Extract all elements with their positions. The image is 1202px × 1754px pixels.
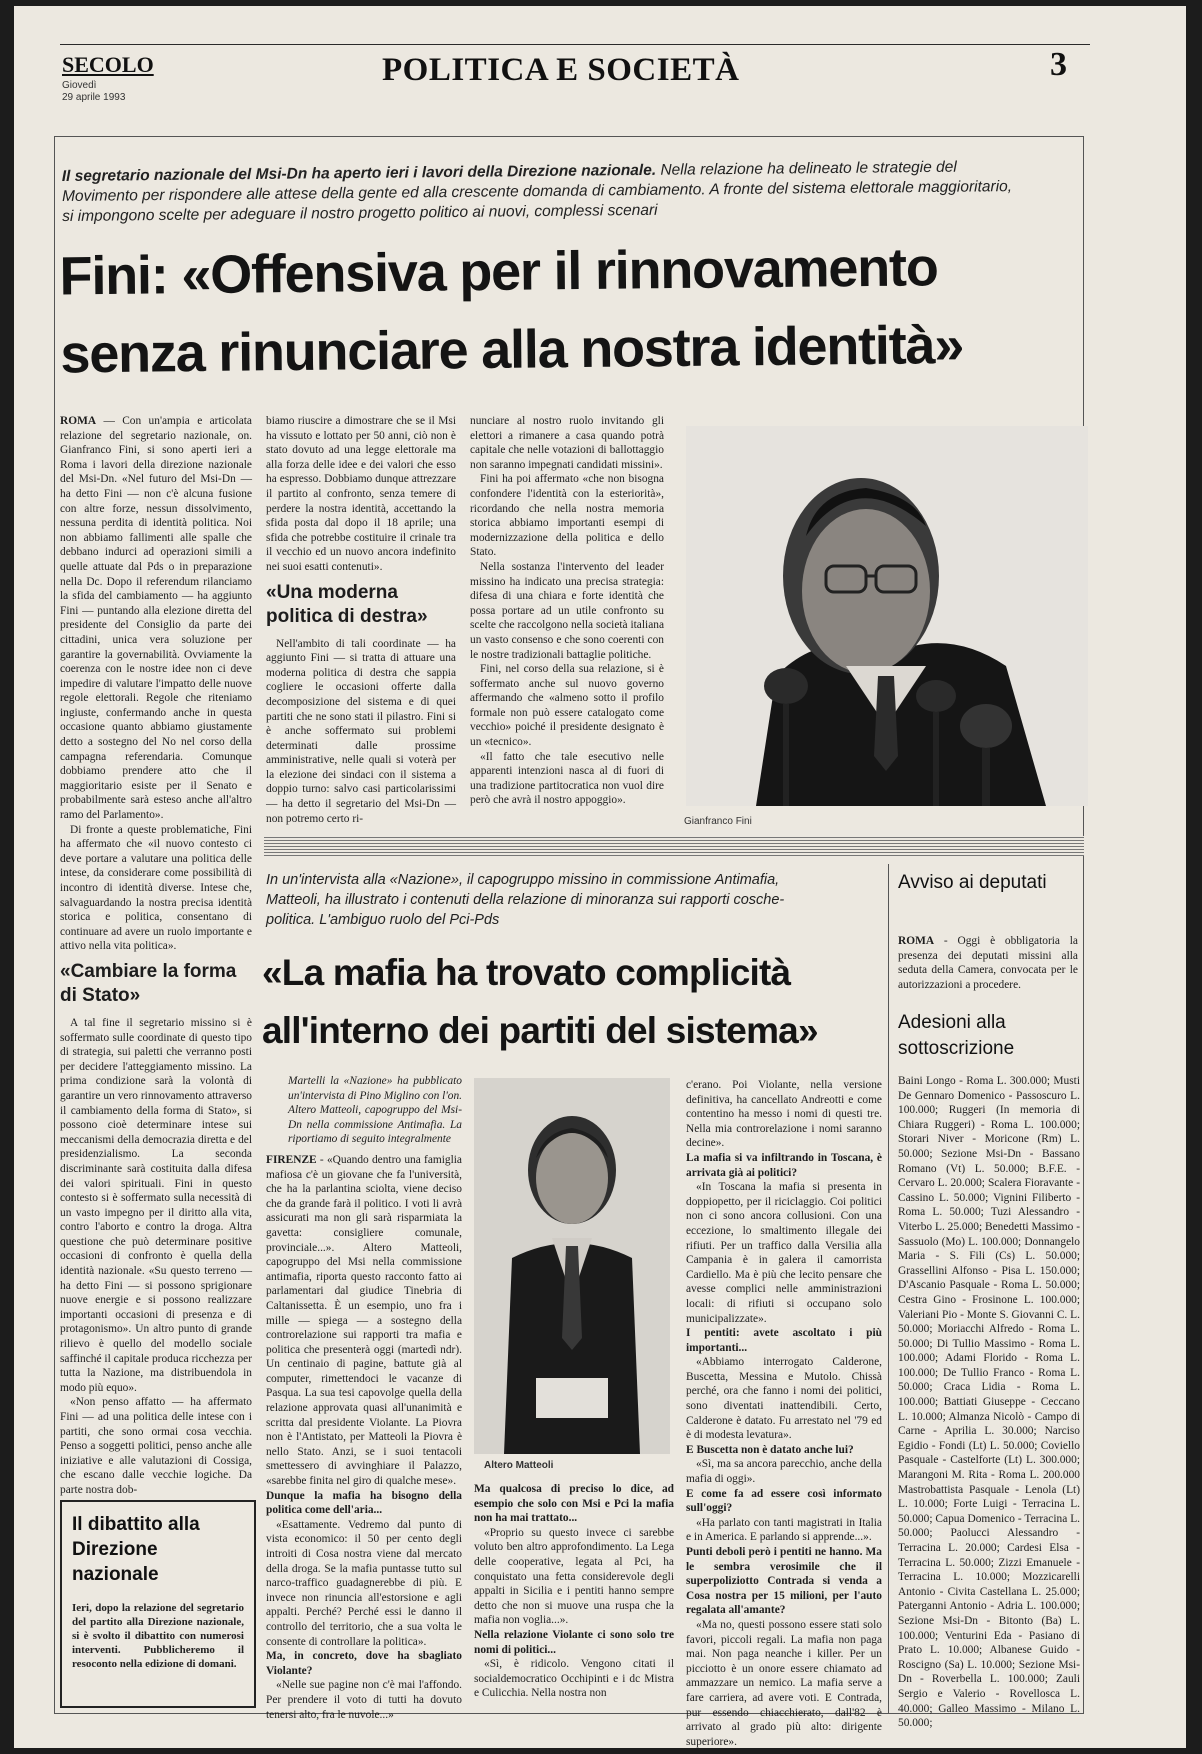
main-column-1: [60, 414, 252, 1496]
paragraph: «Sì, ma sa ancora parecchio, anche della mafia di oggi».: [686, 1458, 882, 1486]
adesioni-title: Adesioni alla sottoscrizione: [898, 1012, 1015, 1059]
question: La mafia si va infiltrando in Toscana, è arrivata già ai politici?: [686, 1151, 882, 1179]
section-title: POLITICA E SOCIETÀ: [382, 52, 740, 88]
masthead-day: Giovedì: [62, 80, 97, 91]
avviso-title: Avviso ai deputati: [898, 872, 1047, 893]
paragraph: c'erano. Poi Violante, nella versione definitiva, ha cancellato Andreotti e come contentino ha messo i nomi di questi tre. Nella mia controrelazione i nomi saranno decine».: [686, 1079, 882, 1150]
question: Nella relazione Violante ci sono solo tre nomi di politici...: [474, 1628, 674, 1656]
question: E Buscetta non è datato anche lui?: [686, 1443, 854, 1456]
avviso-text: ROMA - Oggi è obbligatoria la presenza dei deputati missini alla seduta della Camera, convocata per le autorizzazioni a procedere.: [898, 935, 1078, 991]
paragraph: A tal fine il segretario missino si è soffermato sulle coordinate di questo tipo di strategia, sui paletti che verranno posti per decidere l'atteggiamento missino. La prima condizione sarà la volontà di garantire un vero rinnovamento attraverso il cambiamento della forma di Stato», si possono cioè determinare intese sui meccanismi della democrazia diretta e del presidenzialismo. La seconda discriminante sarà costituita dalla difesa dei valori spirituali. Fini in questo contesto si è soffermato sulla necessità di un vasto impegno per il diritto alla vita, contro l'aborto e contro la droga. Altra questione che può determinare positive occasioni di confronto è quella della identità nazionale. «Su questo terreno — ha detto Fini — si possono sprigionare nuove energie e si possono realizzare importanti occasioni di presenza e di protagonismo». Un altro punto di grande rilievo è quello del modello sociale saffinché il capitale produca ricchezza per tutta la Nazione, ma distribuendola in modo più equo».: [60, 1016, 252, 1394]
kicker-bold: Il segretario nazionale del Msi-Dn ha aperto ieri i lavori della Direzione nazionale.: [61, 161, 657, 186]
main-headline: [59, 227, 1101, 394]
headline-line-2: senza rinunciare alla nostra identità»: [60, 314, 964, 385]
dateline: ROMA: [60, 415, 97, 427]
mafia-headline: [262, 944, 882, 1060]
mafia-headline-line-2: all'interno dei partiti del sistema»: [262, 1010, 818, 1051]
main-kicker: [62, 157, 1023, 227]
fini-photo: [686, 426, 1088, 806]
matteoli-photo-caption: Altero Matteoli: [484, 1460, 554, 1471]
paragraph: Di fronte a queste problematiche, Fini ha affermato che «il nuovo contesto ci deve portare a valutare una politica delle intese, da considerare come possibilità di incontro di identità diverse. Intese che, salvaguardando la nostra precisa identità storica e politica, consentano di continuare ad avere un ruolo importante e attivo nella vita politica».: [60, 823, 252, 953]
mafia-dateline: FIRENZE: [266, 1153, 317, 1166]
mafia-headline-line-1: «La mafia ha trovato complicità: [262, 952, 791, 993]
mafia-column-3: [686, 1078, 882, 1748]
mafia-column-2: [474, 1482, 674, 1714]
paragraph: «Abbiamo interrogato Calderone, Buscetta, Messina e Mutolo. Chissà perché, ora che fanno i nomi dei politici, sono diventati inattendibili. Certo, Calderone è datato. Fu arrestato nel '79 ed è di modesta levatura».: [686, 1356, 882, 1442]
avviso-dateline: ROMA: [898, 935, 935, 947]
fini-photo-drawing: [686, 426, 1088, 806]
main-column-3: [470, 414, 664, 824]
mafia-kicker: In un'intervista alla «Nazione», il capogruppo missino in commissione Antimafia, Matteoli, ha illustrato i contenuti della relazione di minoranza sui rapporti cosche-politica. L'ambiguo ruolo del Pci-Pds: [266, 872, 785, 928]
question: Ma qualcosa di preciso lo dice, ad esempio che solo con Msi e Pci la mafia non ha mai trattato...: [474, 1483, 674, 1525]
paragraph: «Il fatto che tale esecutivo nelle apparenti intenzioni nasca al di fuori di una tradizione partitocratica non vuol dire però che avrà il nostro appoggio».: [470, 750, 664, 807]
matteoli-photo: [474, 1078, 670, 1454]
box-text: Ieri, dopo la relazione del segretario del partito alla Direzione nazionale, si è svolto il dibattito con numerosi interventi. Pubblicheremo il resoconto nella edizione di domani.: [72, 1602, 244, 1670]
masthead: [60, 38, 1120, 110]
question: Ma, in concreto, dove ha sbagliato Violante?: [266, 1650, 462, 1677]
page-number: 3: [1050, 46, 1067, 83]
paragraph: biamo riuscire a dimostrare che se il Msi ha vissuto e lottato per 50 anni, ciò non è stato dovuto ad una legge elettorale ma alla forza delle idee e dei valori che esso ha espresso. Dobbiamo dunque attrezzare il partito al confronto, senza temere di perdere la nostra identità, accettando la sfida posta dal dopo il 18 aprile; una sfida che potrebbe costituire il crinale tra il vecchio ed un nuovo ancora indefinito nei suoi esatti contenuti».: [266, 415, 456, 573]
paragraph: Fini, nel corso della sua relazione, si è soffermato anche sul nuovo governo affermando che «almeno sotto il profilo formale non può essere catalogato come vecchio» poiché il presidente designato è un «tecnico».: [470, 663, 664, 749]
paragraph: «Nelle sue pagine non c'è mai l'affondo. Per prendere il voto di tutti ha dovuto tenersi alto, fra le nuvole...»: [266, 1679, 462, 1721]
paragraph: nunciare al nostro ruolo invitando gli elettori a rimanere a casa quando potrà capitale che nelle votazioni di ballottaggio non saranno impegnati candidati missini».: [470, 415, 664, 471]
right-sidebar-rule: [888, 864, 889, 1714]
paragraph: FIRENZE - «Quando dentro una famiglia mafiosa c'è un giovane che fa l'università, che ha la parlantina sciolta, viene deciso che da grande farà il politico. I voti li avrà assicurati ma non gli sarà risparmiata la gavetta: consigliere comunale, provinciale...». Altero Matteoli, capogruppo del Msi nella commissione antimafia, riporta questo racconto fatto ai parlamentari dal giudice Tinebria di Caltanissetta. È un esempio, uno fra i mille — spiega — a sostegno della controrelazione sui rapporti tra mafia e politica che presenterà oggi (martedì ndr). Un centinaio di pagine, battute già al computer, rimettendoci le vacanze di Pasqua. La sua tesi capovolge quella della relazione approvata quasi all'unanimità e scritta dal presidente Violante. La Piovra non è l'Antistato, per Matteoli la Piovra è nello Stato. Anzi, se i suoi tentacoli smettessero di avvinghiare il Palazzo, «sarebbe finita nel giro di qualche mese».: [266, 1153, 462, 1488]
paragraph: «In Toscana la mafia si presenta in doppiopetto, per il riciclaggio. Coi politici non ci sono ancora collusioni. Con una eccezione, lo smaltimento illegale dei rifiuti. Per un traffico dalla Versilia alla Campania è in galera il camorrista Cardiello. Ma è più che lecito pensare che avesse complici nelle amministrazioni locali: di rifiuti si occupano solo municipalizzate».: [686, 1181, 882, 1325]
paragraph: «Sì, è ridicolo. Vengono citati il socialdemocratico Occhipinti e i dc Mistra e Culicchia. Nella nostra non: [474, 1658, 674, 1700]
paragraph: ROMA — Con un'ampia e articolata relazione del segretario nazionale, on. Gianfranco Fini, si sono aperti ieri a Roma i lavori della direzione nazionale del Msi-Dn. «Nel futuro del Msi-Dn — ha detto Fini — non c'è alcuna fusione con altre forze, nessun dissolvimento, nessuna perdita di identità politica. Noi non abbiamo fallimenti alle spalle che debbano indurci ad operazioni simili a quelle attuate dal Pds o in preparazione nella Dc. Dopo il referendum rilanciamo la sfida del cambiamento — ha aggiunto Fini — puntando alla elezione diretta del presidente del Consiglio da parte dei cittadini, unica vera soluzione per garantire la governabilità. Ovviamente la coerenza con le nostre idee non ci deve impedire di valutare l'impatto delle nuove regole elettorali. Regole che riteniamo ingiuste, confermando anche in questa occasione quanto abbiamo giustamente detto a sostegno del No nel corso della campagna referendaria. Comunque dobbiamo prendere atto che il maggioritario esiste per il Senato e probabilmente sarà esteso anche all'altro ramo del Parlamento».: [60, 415, 252, 822]
subhead-politica-destra: «Una moderna politica di destra»: [266, 581, 428, 627]
paragraph: «Ma no, questi possono essere stati solo favori, piccoli regali. La mafia non paga mai. Non paga neanche i killer. Per un picciotto è un onore essere chiamato ad ammazzare un nemico. La mafia serve a fare carriera, ad avere voti. E Contrada, pur essendo chiacchierato, dall'82 è arrivato al grado più alto: dirigente superiore».: [686, 1618, 882, 1748]
question: E come fa ad essere così informato sull'oggi?: [686, 1487, 882, 1515]
paper-name: SECOLO: [62, 52, 154, 77]
paragraph: «Non penso affatto — ha affermato Fini — ad una politica delle intese con i partiti, che sono ormai cosa vecchia. Penso a soggetti politici, penso anche alle iniziative e alle valutazioni di Cossiga, che escano dalle vecchie logiche. Da parte nostra dob-: [60, 1396, 252, 1496]
headline-line-1: Fini: «Offensiva per il rinnovamento: [59, 237, 938, 307]
fini-photo-caption: Gianfranco Fini: [684, 816, 752, 827]
box-title: Il dibattito alla Direzione nazionale: [72, 1514, 200, 1585]
paragraph: Fini ha poi affermato «che non bisogna confondere l'identità con la esteriorità», ricordando che nella nostra memoria storica abbiamo importanti esempi di modernizzazione della politica e dello Stato.: [470, 473, 664, 559]
paragraph: «Proprio su questo invece ci sarebbe voluto ben altro approfondimento. La Lega delle cooperative, legata al Pci, ha conquistato una fetta considerevole degli appalti in Sicilia e i pentiti hanno sempre detto che non si muove una ruspa che la mafia non voglia...».: [474, 1526, 674, 1627]
dibattito-box: [60, 1500, 256, 1708]
masthead-rule-top: [60, 44, 1090, 45]
mafia-intro: Martelli la «Nazione» ha pubblicato un'intervista di Pino Miglino con l'on. Altero Matteoli, capogruppo del Msi-Dn nella commissione Antimafia. La riportiamo di seguito integralmente: [288, 1075, 462, 1146]
paragraph: Nella sostanza l'intervento del leader missino ha indicato una precisa strategia: difesa di una chiara e forte identità che possa portare ad un utile confronto su scelte che raccolgono nella società italiana un vasto consenso e che sono coerenti con le nostre tradizionali battaglie politiche.: [470, 560, 664, 661]
question: I pentiti: avete ascoltato i più importanti...: [686, 1327, 882, 1354]
adesioni-list: Baini Longo - Roma L. 300.000; Musti De Gennaro Domenico - Passoscuro L. 100.000; Ruggeri (In memoria di Chiara Ruggeri) - Roma L. 100.000; Storari Niver - Moricone (Rm) L. 50.000; Sezione Msi-Dn - Bassano Romano (Vt) L. 50.000; B.F.E. - Cervaro L. 20.000; Scalera Fioravante - Cassino L. 50.000; Vignini Filiberto - Roma L. 50.000; Tuzi Alessandro - Viterbo L. 25.000; Benedetti Massimo - Sassuolo (Mo) L. 100.000; Donnangelo Maria - S. Fili (Cs) L. 50.000; Grassellini Alfonso - Pisa L. 150.000; D'Ascanio Pasquale - Roma L. 50.000; Cestra Gino - Frosinone L. 100.000; Valeriani Pio - Monte S. Giovanni C. L. 50.000; Moriacchi Alfredo - Roma L. 50.000; Di Tullio Massimo - Roma L. 100.000; Adami Florido - Roma L. 100.000; De Tullio Franco - Roma L. 50.000; Craca Lidia - Roma L. 100.000; Battiati Giuseppe - Ceccano L. 10.000; Almanza Nicolò - Campo di Carne - Aprilia L. 30.000; Narciso Egidio - Fondi (Lt) L. 50.000; Coviello Pasquale - Castelforte (Lt) L. 300.000; Marangoni M. Rita - Roma L. 200.000 Mastrobattista Pasquale - Lenola (Lt) L. 10.000; Forte Luigi - Terracina L. 50.000; Capua Domenico - Terracina L. 50.000; Paolucci Alessandro - Terracina L. 20.000; Cardesi Elsa - Terracina L. 50.000; Zizzi Emanuele - Terracina L. 10.000; Mozzicarelli Antonio - Civita Castellana L. 25.000; Paterganni Antonio - Adria L. 100.000; Sezione Msi-Dn - Bitonto (Ba) L. 100.000; Venturini Eda - Pasiano di Prato L. 10.000; Albanese Guido - Roscigno (Sa) L. 10.000; Sezione Msi-Dn - Roverbella L. 100.000; Zauli Sergio e Valerio - Rovellosca L. 40.000; Galleo Massimo - Milano L. 50.000;: [898, 1075, 1080, 1730]
subhead-cambiare: «Cambiare la forma di Stato»: [60, 960, 237, 1006]
question: Punti deboli però i pentiti ne hanno. Ma le sembra verosimile che il superpoliziotto Contrada si venda a Cosa nostra per 15 milioni, per l'auto regalata all'amante?: [686, 1546, 882, 1617]
paragraph: «Ha parlato con tanti magistrati in Italia e in America. E parlando si apprende...».: [686, 1516, 882, 1544]
masthead-date: 29 aprile 1993: [62, 92, 126, 103]
section-separator: [264, 836, 1084, 856]
matteoli-photo-drawing: [474, 1078, 670, 1454]
question: Dunque la mafia ha bisogno della politica come dell'aria...: [266, 1489, 462, 1517]
mafia-column-1: [266, 1074, 462, 1721]
paragraph: Nell'ambito di tali coordinate — ha aggiunto Fini — si tratta di attuare una moderna politica di destra che sappia cogliere le occasioni offerte dalla decomposizione del sistema e di quei partiti che ne sono stati il pilastro. Fini si è anche soffermato sui problemi determinati dalle prossime amministrative, nelle quali si voterà per la elezione dei sindaci con il sistema a doppio turno: salvo casi particolarissimi — ha detto il segretario del Msi-Dn — non potremo certo ri-: [266, 637, 456, 825]
paragraph: «Esattamente. Vedremo dal punto di vista economico: il 50 per cento degli introiti di Cosa nostra viene dal mercato della droga. Se la mafia puntasse tutto sul narco-traffico guadagnerebbe di più. E invece non rinuncia all'estorsione e agli appalti. Perché? Perché essi le danno il controllo del territorio, che a sua volta le consente di controllare la politica».: [266, 1518, 462, 1648]
kicker-rest: Nella relazione ha delineato le strategie del Movimento per rispondere alle attese della gente ed alla crescente domanda di cambiamento. A fronte del sistema elettorale maggioritario, si impongono scelte per adeguare il nostro progetto politico ai nuovi, complessi scenari: [61, 158, 1013, 226]
main-column-2: [266, 414, 456, 824]
